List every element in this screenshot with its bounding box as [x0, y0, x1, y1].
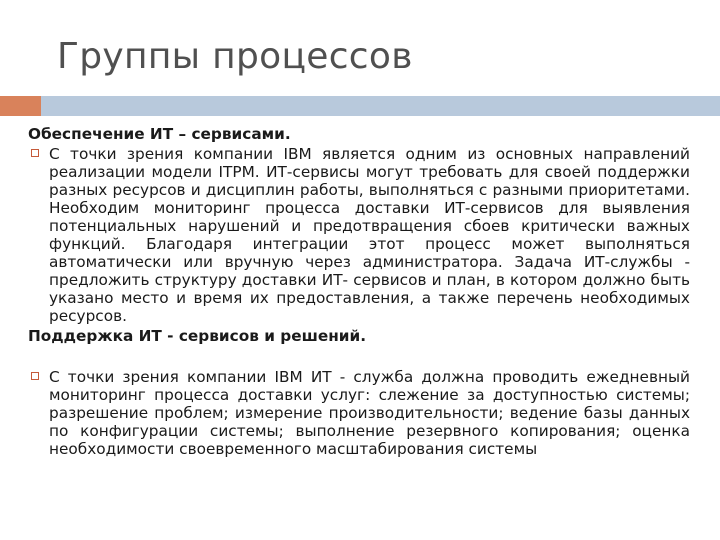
slide-content [28, 125, 690, 460]
bullet-text: С точки зрения компании IBM ИТ - служба должна проводить ежедневный мониторинг процесса доставки услуг: слежение за доступностью системы; разрешение проблем; измерение производительности; ведение базы данных по конфигурации системы; выполнение резервного копирования; оценка необходимости своевременного масштабирования системы [49, 368, 690, 458]
accent-bar-blue [41, 96, 720, 116]
section-heading-it-support: Поддержка ИТ - сервисов и решений. [28, 327, 367, 345]
square-bullet-icon [31, 149, 39, 157]
accent-bar-orange [0, 96, 41, 116]
bullet-text: С точки зрения компании IBM является одним из основных направлений реализации модели ITPM. ИТ-сервисы могут требовать для своей поддержки разных ресурсов и дисциплин работы, выполняться с разными приоритетами. Необходим мониторинг процесса доставки ИТ-сервисов для выявления потенциальных нарушений и предотвращения сбоев критически важных функций. Благодаря интеграции этот процесс может выполняться автоматически или вручную через администратора. Задача ИТ-службы - предложить структуру доставки ИТ- сервисов и план, в котором должно быть указано место и время их предоставления, а также перечень необходимых ресурсов. [49, 145, 690, 325]
bullet-item-it-support [28, 368, 690, 458]
slide-title: Группы процессов [57, 36, 413, 77]
square-bullet-icon [31, 372, 39, 380]
bullet-item-it-services [28, 145, 690, 325]
section-heading-it-services: Обеспечение ИТ – сервисами. [28, 125, 291, 143]
